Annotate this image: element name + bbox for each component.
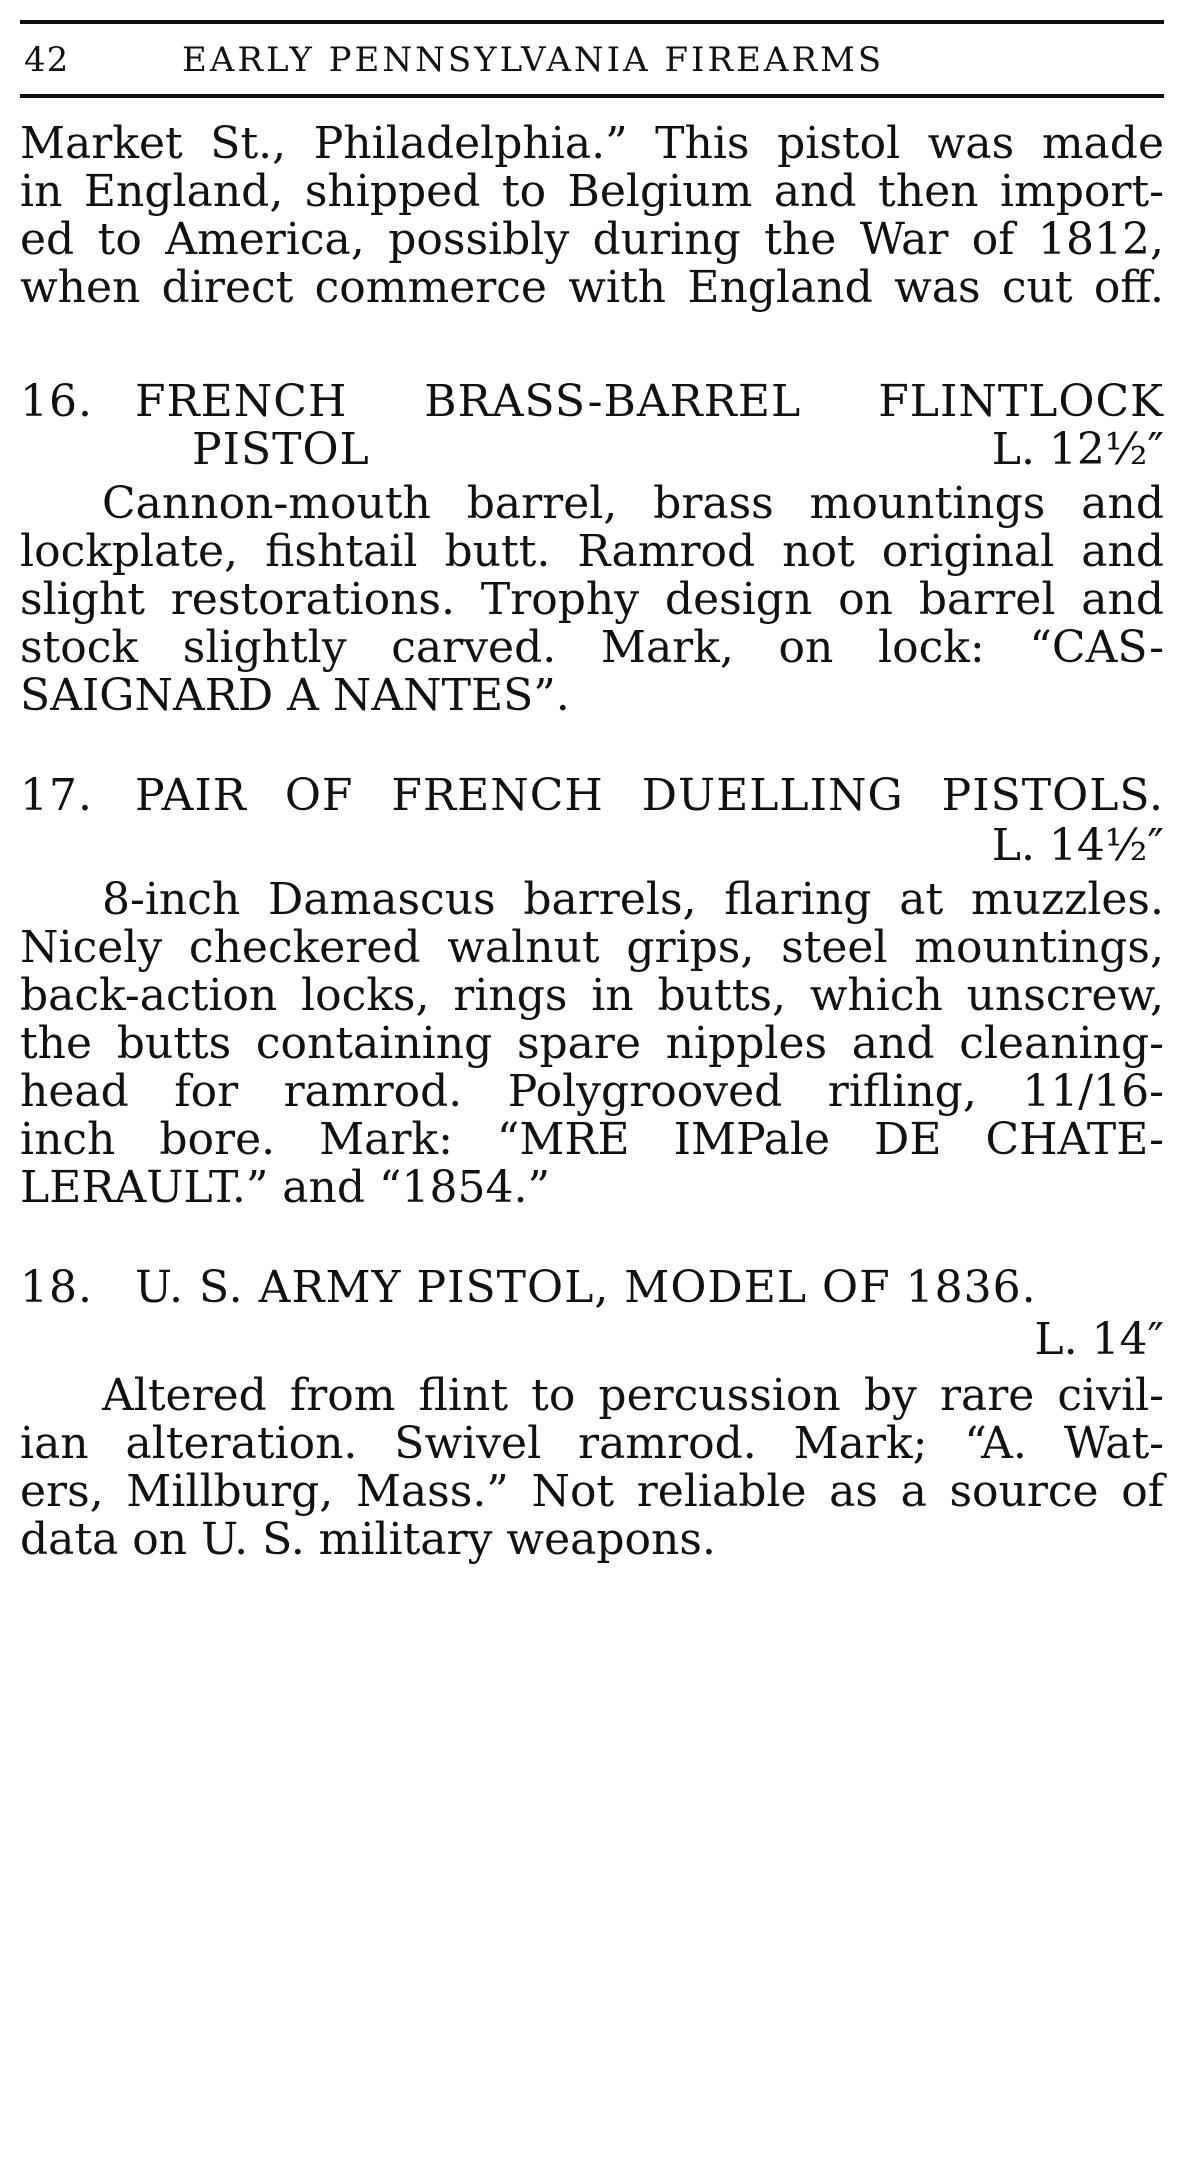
entry-number: 17. <box>20 770 93 821</box>
text-line: lockplate, fishtail butt. Ramrod not original and <box>20 526 1164 577</box>
text-line: SAIGNARD A NANTES”. <box>20 670 570 721</box>
entry-heading <box>20 1258 1164 1318</box>
text-line: head for ramrod. Polygrooved rifling, 11/16- <box>20 1066 1164 1117</box>
text-line: 8-inch Damascus barrels, flaring at muzzles. <box>102 874 1164 925</box>
running-head <box>20 20 1164 98</box>
text-line: inch bore. Mark: “MRE IMPale DE CHATE- <box>20 1114 1164 1165</box>
text-line: when direct commerce with England was cut off. <box>20 262 1164 313</box>
text-line: ers, Millburg, Mass.” Not reliable as a source of <box>20 1466 1164 1517</box>
text-line: ed to America, possibly during the War of 1812, <box>20 214 1164 265</box>
text-line: Nicely checkered walnut grips, steel mountings, <box>20 922 1164 973</box>
text-line: ian alteration. Swivel ramrod. Mark; “A. Wat- <box>20 1418 1164 1469</box>
text-line: in England, shipped to Belgium and then import- <box>20 166 1164 217</box>
entry-title-continued: PISTOL <box>192 424 370 475</box>
page-number: 42 <box>24 40 70 80</box>
text-line: LERAULT.” and “1854.” <box>20 1162 550 1213</box>
entry-number: 18. <box>20 1262 93 1313</box>
text-line: the butts containing spare nipples and cleaning- <box>20 1018 1164 1069</box>
entry-title: PAIR OF FRENCH DUELLING PISTOLS. <box>135 770 1164 821</box>
entry-length: L. 14½″ <box>991 820 1164 871</box>
text-line: slight restorations. Trophy design on barrel and <box>20 574 1164 625</box>
text-line: back-action locks, rings in butts, which unscrew, <box>20 970 1164 1021</box>
running-title: EARLY PENNSYLVANIA FIREARMS <box>182 40 885 80</box>
text-line: Cannon-mouth barrel, brass mountings and <box>102 478 1164 529</box>
text-line: Market St., Philadelphia.” This pistol was made <box>20 118 1164 169</box>
text-line: data on U. S. military weapons. <box>20 1514 716 1565</box>
entry-title: FRENCH BRASS-BARREL FLINTLOCK <box>135 376 1164 427</box>
entry-length: L. 14″ <box>1034 1314 1164 1365</box>
entry-number: 16. <box>20 376 93 427</box>
text-line: stock slightly carved. Mark, on lock: “CAS- <box>20 622 1164 673</box>
entry-title: U. S. ARMY PISTOL, MODEL OF 1836. <box>135 1262 1037 1313</box>
entry-length: L. 12½″ <box>991 424 1164 475</box>
text-line: Altered from flint to percussion by rare civil- <box>102 1370 1164 1421</box>
